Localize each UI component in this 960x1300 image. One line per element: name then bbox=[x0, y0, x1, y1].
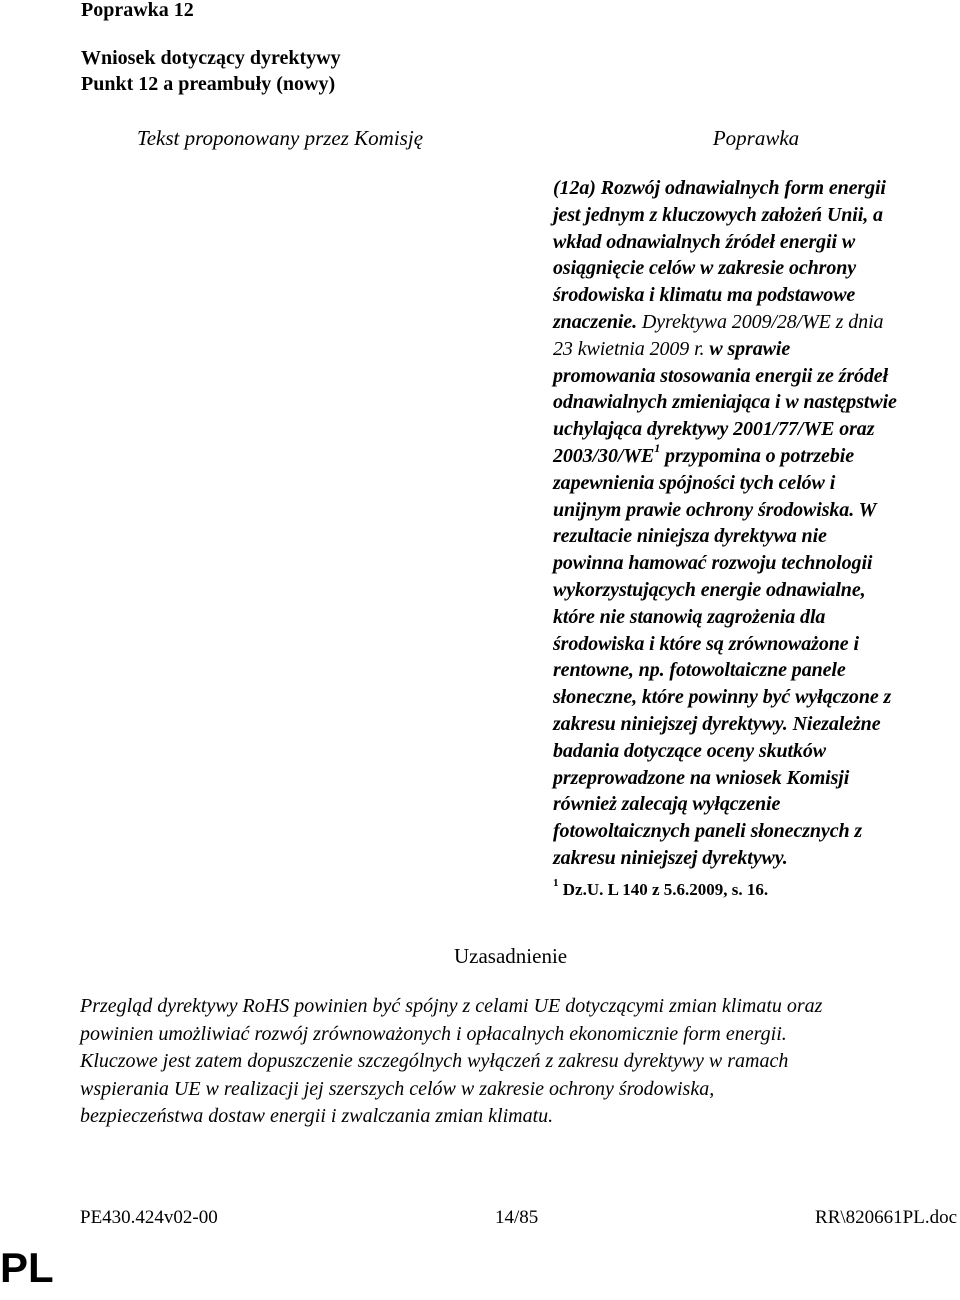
proposal-line-1: Wniosek dotyczący dyrektywy bbox=[81, 47, 341, 69]
amendment-line: rentowne, np. fotowoltaiczne panele bbox=[553, 659, 846, 682]
amendment-line: fotowoltaicznych paneli słonecznych z bbox=[553, 820, 863, 843]
footnote bbox=[553, 877, 769, 900]
amendment-line: uchylająca dyrektywy 2001/77/WE oraz bbox=[553, 418, 875, 441]
amendment-line: osiągnięcie celów w zakresie ochrony bbox=[553, 257, 857, 280]
footer-file-name: RR\820661PL.doc bbox=[815, 1207, 957, 1228]
amendment-line: środowiska i które są zrównoważone i bbox=[553, 632, 859, 655]
footnote-text: Dz.U. L 140 z 5.6.2009, s. 16. bbox=[558, 880, 769, 899]
proposal-line-2: Punkt 12 a preambuły (nowy) bbox=[81, 73, 336, 95]
commission-text-header: Tekst proponowany przez Komisję bbox=[136, 126, 424, 150]
amendment-line: badania dotyczące oceny skutków bbox=[553, 739, 826, 762]
amendment-line: odnawialnych zmieniająca i w następstwie bbox=[553, 391, 897, 414]
amendment-segment: w sprawie bbox=[704, 337, 791, 360]
amendment-line: zapewnienia spójności tych celów i bbox=[553, 471, 836, 494]
amendment-line: (12a) Rozwój odnawialnych form energii bbox=[553, 177, 886, 199]
amendment-header: Poprawka bbox=[712, 126, 800, 150]
justification-text bbox=[80, 993, 960, 1131]
amendment-line: jest jednym z kluczowych założeń Unii, a bbox=[553, 203, 883, 226]
amendment-segment: 2003/30/WE bbox=[553, 444, 655, 467]
footer-page-number: 14/85 bbox=[495, 1207, 539, 1228]
amendment-line: powinna hamować rozwoju technologii bbox=[553, 552, 873, 575]
justification-line: powinien umożliwiać rozwój zrównoważonych i opłacalnych ekonomicznie form energii. bbox=[80, 1022, 787, 1045]
amendment-line: zakresu niniejszej dyrektywy. Niezależne bbox=[553, 712, 881, 735]
amendment-line bbox=[553, 309, 960, 336]
amendment-line: rezultacie niniejsza dyrektywa nie bbox=[553, 525, 827, 548]
amendment-text bbox=[553, 175, 960, 872]
language-code: PL bbox=[0, 1244, 54, 1291]
amendment-segment-plain: Dyrektywa 2009/28/WE z dnia bbox=[641, 310, 884, 333]
amendment-line: wykorzystujących energie odnawialne, bbox=[553, 578, 866, 601]
proposal-heading bbox=[81, 45, 341, 97]
amendment-line bbox=[553, 443, 960, 470]
justification-line: wspierania UE w realizacji jej szerszych celów w zakresie ochrony środowiska, bbox=[80, 1077, 715, 1100]
footnote-reference: 1 bbox=[654, 441, 661, 456]
amendment-line: środowiska i klimatu ma podstawowe bbox=[553, 284, 856, 307]
amendment-line: zakresu niniejszej dyrektywy. bbox=[553, 846, 788, 869]
amendment-title: Poprawka 12 bbox=[81, 0, 194, 21]
amendment-segment: znaczenie. bbox=[553, 310, 642, 333]
amendment-line: wkład odnawialnych źródeł energii w bbox=[553, 230, 856, 253]
justification-line: bezpieczeństwa dostaw energii i zwalczania zmian klimatu. bbox=[80, 1105, 554, 1128]
justification-line: Przegląd dyrektywy RoHS powinien być spójny z celami UE dotyczącymi zmian klimatu oraz bbox=[80, 995, 823, 1017]
amendment-line bbox=[553, 336, 960, 363]
amendment-segment: przypomina o potrzebie bbox=[660, 444, 854, 467]
justification-title: Uzasadnienie bbox=[454, 944, 568, 968]
footer-doc-ref: PE430.424v02-00 bbox=[80, 1207, 218, 1228]
amendment-line: unijnym prawie ochrony środowiska. W bbox=[553, 498, 877, 521]
justification-line: Kluczowe jest zatem dopuszczenie szczególnych wyłączeń z zakresu dyrektywy w ramach bbox=[80, 1050, 789, 1073]
footnote-marker: 1 bbox=[553, 877, 559, 890]
amendment-line: przeprowadzone na wniosek Komisji bbox=[553, 766, 850, 789]
amendment-line: również zalecają wyłączenie bbox=[553, 793, 781, 816]
amendment-line: promowania stosowania energii ze źródeł bbox=[553, 364, 889, 387]
amendment-segment-plain: 23 kwietnia 2009 r. bbox=[553, 337, 705, 360]
amendment-line: które nie stanowią zagrożenia dla bbox=[553, 605, 826, 628]
amendment-line: słoneczne, które powinny być wyłączone z bbox=[553, 686, 892, 709]
